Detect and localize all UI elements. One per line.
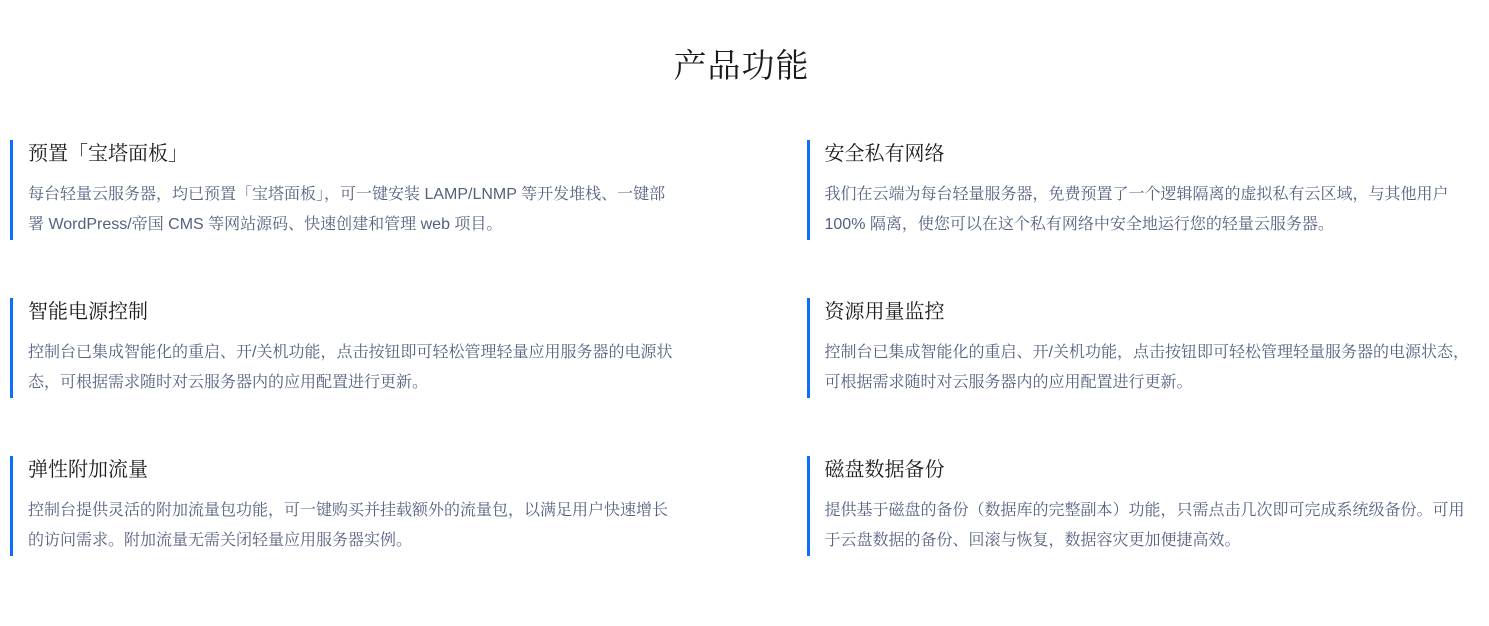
feature-title: 资源用量监控 — [824, 301, 945, 323]
feature-title: 磁盘数据备份 — [824, 459, 945, 481]
features-grid — [10, 140, 1473, 556]
page-title: 产品功能 — [673, 47, 810, 84]
feature-card-resource-monitoring — [807, 298, 1474, 398]
feature-description: 控制台已集成智能化的重启、开/关机功能，点击按钮即可轻松管理轻量应用服务器的电源状态，可根据需求随时对云服务器内的应用配置进行更新。 — [28, 344, 673, 391]
feature-title: 预置「宝塔面板」 — [28, 143, 188, 165]
feature-card-baota-panel — [10, 140, 677, 240]
feature-card-power-control — [10, 298, 677, 398]
feature-title: 智能电源控制 — [28, 301, 148, 323]
feature-title: 安全私有网络 — [824, 143, 945, 165]
feature-card-disk-backup — [807, 456, 1474, 556]
feature-description: 每台轻量云服务器，均已预置「宝塔面板」，可一键安装 LAMP/LNMP 等开发堆栈、一键部署 WordPress/帝国 CMS 等网站源码、快速创建和管理 web 项目。 — [28, 186, 666, 233]
feature-description: 提供基于磁盘的备份（数据库的完整副本）功能，只需点击几次即可完成系统级备份。可用于云盘数据的备份、回滚与恢复，数据容灾更加便捷高效。 — [824, 502, 1465, 549]
feature-card-elastic-traffic — [10, 456, 677, 556]
feature-description: 我们在云端为每台轻量服务器，免费预置了一个逻辑隔离的虚拟私有云区域，与其他用户 100% 隔离，使您可以在这个私有网络中安全地运行您的轻量云服务器。 — [824, 186, 1449, 233]
feature-title: 弹性附加流量 — [28, 459, 148, 481]
feature-card-private-network — [807, 140, 1474, 240]
feature-description: 控制台提供灵活的附加流量包功能，可一键购买并挂载额外的流量包，以满足用户快速增长的访问需求。附加流量无需关闭轻量应用服务器实例。 — [28, 502, 669, 549]
feature-description: 控制台已集成智能化的重启、开/关机功能，点击按钮即可轻松管理轻量服务器的电源状态，可根据需求随时对云服务器内的应用配置进行更新。 — [824, 344, 1469, 391]
